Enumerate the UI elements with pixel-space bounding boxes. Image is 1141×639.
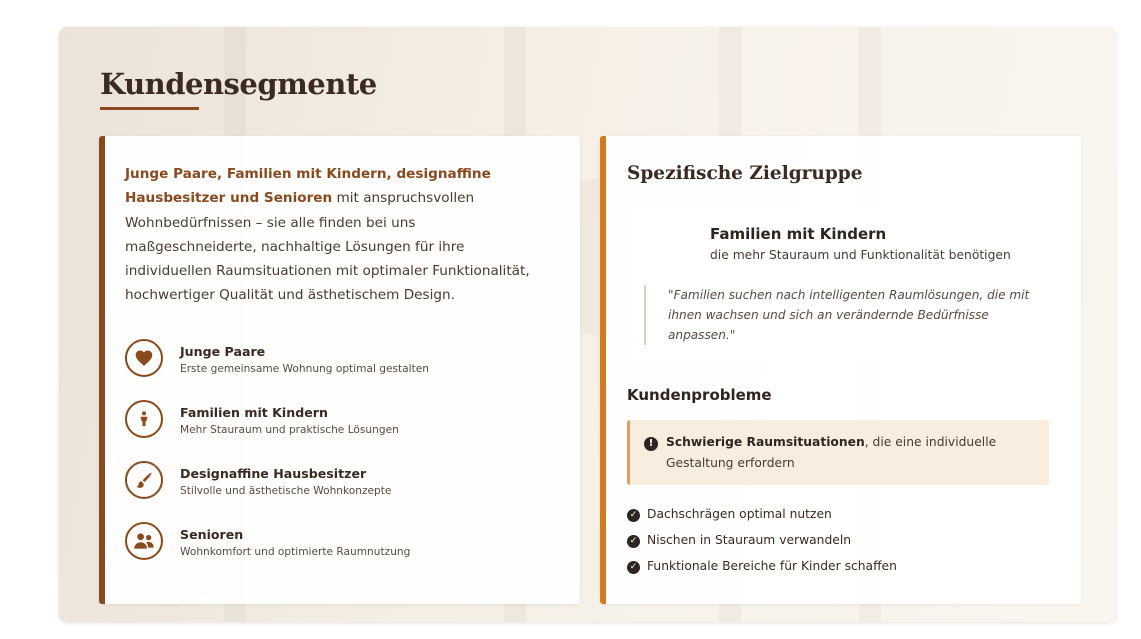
slide (59, 27, 1116, 622)
paintbrush-icon (125, 461, 163, 499)
check-circle-icon: ✓ (627, 509, 640, 522)
check-item-text: Dachschrägen optimal nutzen (647, 507, 832, 521)
exclamation-icon: ! (644, 437, 658, 451)
segment-description: Erste gemeinsame Wohnung optimal gestalten (180, 363, 430, 375)
target-group-quote: "Familien suchen nach intelligenten Raumlösungen, die mit ihnen wachsen und sich an verändernde Bedürfnisse anpassen." (644, 285, 1046, 345)
problem-bold: Schwierige Raumsituationen (666, 435, 865, 449)
check-circle-icon: ✓ (627, 535, 640, 548)
intro-text: mit anspruchsvollen Wohnbedürfnissen – sie alle finden bei uns maßgeschneiderte, nachhaltige Lösungen für ihre individuellen Raumsituationen mit optimaler Funktionalität, hochwertiger Qualität und ästhetischem Design. (125, 190, 530, 304)
intro-paragraph (125, 162, 545, 308)
check-item-text: Nischen in Stauraum verwandeln (647, 533, 852, 547)
target-group-subtitle: die mehr Stauraum und Funktionalität benötigen (710, 248, 1011, 262)
target-group-title: Familien mit Kindern (710, 225, 887, 243)
page-title: Kundensegmente (100, 67, 377, 101)
child-icon (125, 400, 163, 438)
segment-item-young-couples (125, 339, 545, 383)
heart-icon (125, 339, 163, 377)
segment-description: Mehr Stauraum und praktische Lösungen (180, 424, 399, 436)
target-group-heading: Spezifische Zielgruppe (627, 163, 863, 184)
problem-callout (627, 420, 1049, 485)
segment-item-seniors (125, 522, 545, 566)
segment-title: Designaffine Hausbesitzer (180, 466, 367, 481)
problem-text (666, 432, 1006, 473)
check-item-text: Funktionale Bereiche für Kinder schaffen (647, 559, 897, 573)
segment-description: Stilvolle und ästhetische Wohnkonzepte (180, 485, 392, 497)
people-icon (125, 522, 163, 560)
intro-highlight: Junge Paare, Familien mit Kindern, designaffine Hausbesitzer und Senioren (125, 166, 491, 207)
check-circle-icon: ✓ (627, 561, 640, 574)
problem-rest: , die eine individuelle Gestaltung erfordern (666, 435, 997, 470)
segment-description: Wohnkomfort und optimierte Raumnutzung (180, 546, 411, 558)
segment-item-design-homeowners (125, 461, 545, 505)
customer-segments-card (99, 136, 580, 604)
title-underline (100, 107, 199, 110)
customer-problems-heading: Kundenprobleme (627, 386, 772, 404)
segment-item-families (125, 400, 545, 444)
segment-title: Junge Paare (180, 344, 266, 359)
segment-title: Familien mit Kindern (180, 405, 328, 420)
target-group-card (600, 136, 1081, 604)
target-group-box (627, 208, 1049, 359)
segment-title: Senioren (180, 527, 244, 542)
